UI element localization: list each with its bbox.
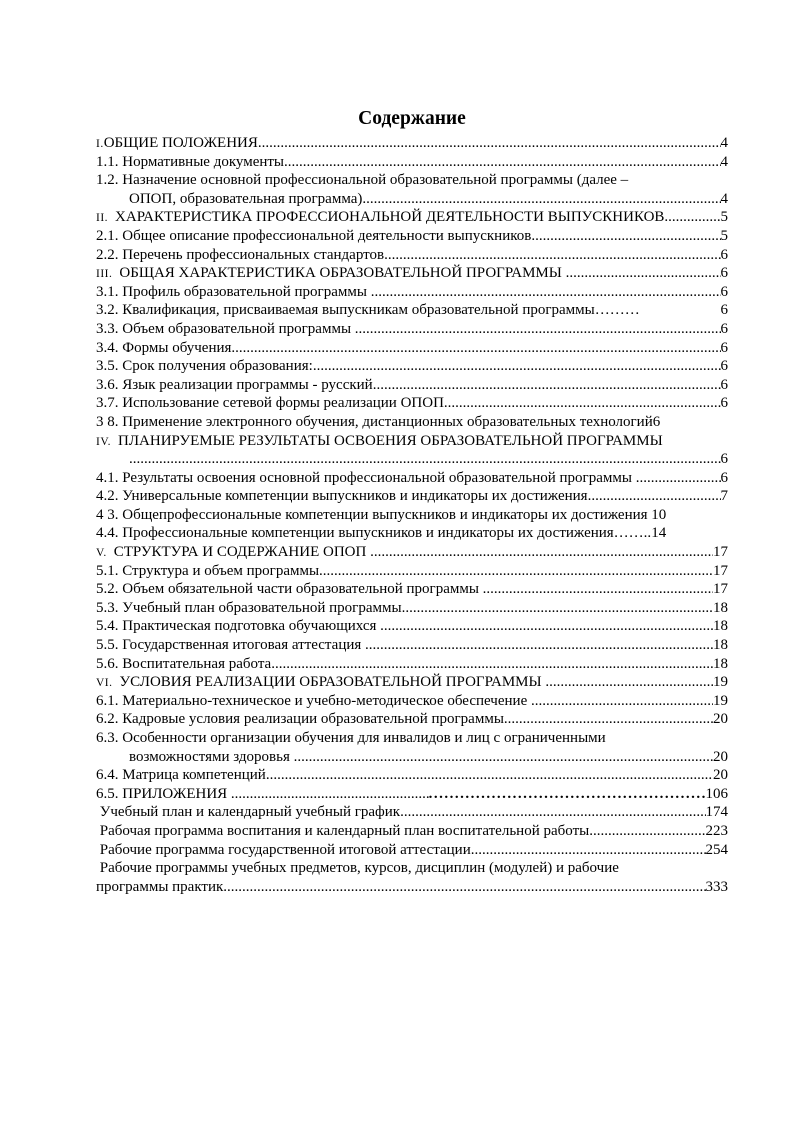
toc-entry-line [96, 432, 728, 451]
toc-page-number: 6 [720, 302, 728, 319]
toc-entry-continuation [96, 450, 728, 469]
toc-page-number: 6 [720, 246, 728, 263]
toc-entry-text: 5.2. Объем обязательной части образовательной программы [96, 581, 483, 598]
toc-page-number: 14 [651, 525, 667, 542]
toc-entry-text: 3.6. Язык реализации программы - русский [96, 376, 373, 393]
toc-page-number: 6 [720, 451, 728, 468]
toc-entry[interactable] [96, 617, 728, 636]
toc-entry[interactable] [96, 506, 728, 525]
toc-entry-line [96, 357, 728, 376]
toc-entry[interactable] [96, 469, 728, 488]
dot-leader [129, 450, 721, 469]
toc-page-number: 6 [720, 358, 728, 375]
toc-entry[interactable] [96, 803, 728, 822]
toc-entry-line [96, 655, 728, 674]
toc-entry-line [96, 264, 728, 283]
toc-entry-text: 5.5. Государственная итоговая аттестация [96, 637, 366, 654]
toc-entry-line [96, 859, 728, 878]
toc-entry-text: 4 3. Общепрофессиональные компетенции выпускников и индикаторы их достижения [96, 506, 652, 523]
toc-page-number: 333 [705, 878, 728, 895]
toc-entry-text: 3.5. Срок получения образования: [96, 358, 313, 375]
toc-entry-text: СТРУКТУРА И СОДЕРЖАНИЕ ОПОП [113, 544, 371, 561]
toc-entry[interactable] [96, 785, 728, 804]
page-title: Содержание [358, 108, 466, 129]
toc-entry-line [96, 766, 728, 785]
dot-leader [545, 673, 713, 692]
toc-entry-line [96, 134, 728, 153]
toc-entry[interactable] [96, 413, 728, 432]
toc-entry-text: 2.1. Общее описание профессиональной деятельности выпускников [96, 227, 532, 244]
toc-entry[interactable] [96, 729, 728, 766]
dot-leader [400, 803, 705, 822]
dot-leader [588, 487, 721, 506]
toc-entry[interactable] [96, 394, 728, 413]
dot-leader [294, 748, 713, 767]
toc-entry-text: Рабочая программа воспитания и календарный план воспитательной работы [96, 822, 590, 839]
toc-entry[interactable] [96, 432, 728, 469]
toc-entry-text: 3.7. Использование сетевой формы реализации ОПОП [96, 395, 444, 412]
toc-entry-text: 5.1. Структура и объем программы [96, 562, 320, 579]
dot-leader [362, 190, 720, 209]
toc-entry-line [96, 785, 728, 804]
toc-entry-text: 3.3. Объем образовательной программы [96, 320, 355, 337]
toc-entry-text: УСЛОВИЯ РЕАЛИЗАЦИИ ОБРАЗОВАТЕЛЬНОЙ ПРОГРАММЫ [119, 674, 546, 691]
table-of-contents [96, 134, 728, 896]
toc-entry[interactable] [96, 710, 728, 729]
toc-entry-line [96, 339, 728, 358]
toc-roman-numeral: I. [96, 138, 104, 150]
dot-leader [471, 841, 706, 860]
dot-leader [266, 766, 713, 785]
toc-entry[interactable] [96, 283, 728, 302]
toc-entry[interactable] [96, 264, 728, 283]
dot-leader [531, 692, 713, 711]
toc-entry-text: 4.2. Универсальные компетенции выпускников и индикаторы их достижения [96, 488, 588, 505]
toc-page-number: 20 [713, 748, 728, 765]
toc-entry-line [96, 524, 728, 543]
toc-entry[interactable] [96, 766, 728, 785]
toc-entry-line [96, 729, 728, 748]
toc-entry[interactable] [96, 487, 728, 506]
dot-leader [231, 785, 429, 804]
toc-entry-text: 5.6. Воспитательная работа [96, 655, 272, 672]
dot-leader [384, 246, 720, 265]
toc-entry[interactable] [96, 692, 728, 711]
toc-roman-numeral: V. [96, 547, 107, 560]
toc-entry[interactable] [96, 636, 728, 655]
toc-page-number: 19 [713, 674, 728, 691]
toc-page-number: 17 [713, 562, 728, 579]
toc-entry-line [96, 413, 728, 432]
toc-entry-text: 6.2. Кадровые условия реализации образовательной программы [96, 711, 504, 728]
toc-page-number: 20 [713, 711, 728, 728]
toc-entry[interactable] [96, 357, 728, 376]
toc-entry-text: 5.3. Учебный план образовательной программы [96, 599, 402, 616]
toc-entry[interactable] [96, 153, 728, 172]
toc-entry-line [96, 394, 728, 413]
toc-page-number: 223 [705, 822, 728, 839]
toc-page-number: 7 [720, 488, 728, 505]
toc-entry[interactable] [96, 841, 728, 860]
toc-entry-text: 3 8. Применение электронного обучения, дистанционных образовательных технологий [96, 413, 653, 430]
toc-entry-text: 3.4. Формы обучения [96, 339, 232, 356]
toc-entry[interactable] [96, 376, 728, 395]
toc-roman-numeral: VI. [96, 677, 113, 690]
toc-page-number: 18 [713, 637, 728, 654]
toc-entry[interactable] [96, 655, 728, 674]
toc-entry-line [96, 543, 728, 562]
dot-leader [444, 394, 721, 413]
toc-entry-text: 6.4. Матрица компетенций [96, 767, 266, 784]
dot-leader [531, 227, 720, 246]
toc-entry-line [96, 153, 728, 172]
toc-page-number: 6 [720, 265, 728, 282]
toc-page-number: 6 [720, 320, 728, 337]
toc-page-number: 6 [720, 469, 728, 486]
toc-entry[interactable] [96, 339, 728, 358]
toc-entry-text: 3.2. Квалификация, присваиваемая выпускникам образовательной программы……… [96, 302, 640, 319]
dot-leader [636, 469, 721, 488]
toc-page-number: 6 [720, 339, 728, 356]
toc-page-number: 6 [720, 283, 728, 300]
toc-entry-line [96, 227, 728, 246]
dot-leader [223, 878, 705, 897]
toc-page-number: 17 [713, 581, 728, 598]
toc-entry-line [96, 283, 728, 302]
toc-page-number: 106 [705, 785, 728, 802]
toc-entry-continuation [96, 748, 728, 767]
toc-entry[interactable] [96, 524, 728, 543]
toc-entry-line [96, 320, 728, 339]
toc-page-number: 18 [713, 618, 728, 635]
dot-leader [370, 543, 713, 562]
toc-page-number: 18 [713, 655, 728, 672]
dot-leader [258, 134, 721, 153]
toc-entry[interactable] [96, 543, 728, 562]
toc-page-number: 4 [720, 190, 728, 207]
toc-entry[interactable] [96, 599, 728, 618]
dot-leader [402, 599, 713, 618]
dot-leader [373, 376, 721, 395]
dot-leader [589, 822, 705, 841]
toc-page-number: 17 [713, 544, 728, 561]
toc-entry-line [96, 692, 728, 711]
toc-entry-line [96, 562, 728, 581]
toc-entry-text: 1.2. Назначение основной профессиональной образовательной программы (далее – [96, 172, 629, 189]
dot-leader [566, 264, 721, 283]
toc-entry-text: 1.1. Нормативные документы [96, 153, 285, 170]
toc-entry-line [96, 617, 728, 636]
dot-leader [284, 153, 720, 172]
toc-entry[interactable] [96, 171, 728, 208]
toc-entry-line [96, 469, 728, 488]
toc-page-number: 19 [713, 692, 728, 709]
toc-entry[interactable] [96, 227, 728, 246]
toc-page-number: 5 [720, 227, 728, 244]
toc-entry[interactable] [96, 562, 728, 581]
toc-page-number: 174 [705, 804, 728, 821]
toc-entry-line [96, 822, 728, 841]
toc-roman-numeral: III. [96, 268, 113, 281]
toc-entry-line [96, 487, 728, 506]
toc-page-number: 20 [713, 767, 728, 784]
toc-entry-text: Рабочие программы учебных предметов, курсов, дисциплин (модулей) и рабочие [96, 860, 619, 877]
dot-leader [313, 357, 721, 376]
dot-leader [231, 339, 720, 358]
toc-entry-line [96, 301, 728, 320]
toc-entry[interactable] [96, 673, 728, 692]
toc-entry-line [96, 580, 728, 599]
toc-entry-text: 6.5. ПРИЛОЖЕНИЯ [96, 785, 231, 802]
toc-entry-text: ОБЩИЕ ПОЛОЖЕНИЯ [103, 135, 258, 151]
toc-roman-numeral: IV. [96, 435, 112, 448]
dot-leader [319, 562, 713, 581]
toc-entry-text: программы практик [96, 878, 224, 895]
toc-entry-line [96, 841, 728, 860]
dot-leader [664, 208, 720, 227]
toc-roman-numeral: II. [96, 212, 109, 225]
toc-entry-text: ОБЩАЯ ХАРАКТЕРИСТИКА ОБРАЗОВАТЕЛЬНОЙ ПРОГРАММЫ [119, 265, 566, 282]
toc-entry-text: 4.4. Профессиональные компетенции выпускников и индикаторы их достижения…….. [96, 525, 652, 542]
dot-leader [380, 617, 713, 636]
toc-entry-text: ОПОП, образовательная программа) [129, 190, 363, 207]
toc-entry-line [96, 710, 728, 729]
toc-entry-text: 6.1. Материально-техническое и учебно-методическое обеспечение [96, 692, 531, 709]
toc-entry-line [96, 376, 728, 395]
toc-entry-text: 5.4. Практическая подготовка обучающихся [96, 618, 381, 635]
toc-entry-line [96, 506, 728, 525]
toc-entry-text: 2.2. Перечень профессиональных стандартов [96, 246, 385, 263]
dot-leader-bold [429, 785, 706, 804]
toc-entry-text: ПЛАНИРУЕМЫЕ РЕЗУЛЬТАТЫ ОСВОЕНИЯ ОБРАЗОВАТЕЛЬНОЙ ПРОГРАММЫ [118, 432, 663, 449]
toc-entry-text: Учебный план и календарный учебный график [96, 804, 401, 821]
dot-leader [371, 283, 721, 302]
toc-entry[interactable] [96, 859, 728, 896]
toc-page-number: 10 [651, 506, 667, 523]
toc-entry-text: ХАРАКТЕРИСТИКА ПРОФЕССИОНАЛЬНОЙ ДЕЯТЕЛЬНОСТИ ВЫПУСКНИКОВ [115, 209, 665, 226]
toc-page-number: 6 [720, 376, 728, 393]
toc-entry-line [96, 803, 728, 822]
toc-page-number: 18 [713, 599, 728, 616]
toc-entry-text: 3.1. Профиль образовательной программы [96, 283, 371, 300]
toc-entry-line [96, 599, 728, 618]
toc-page-number: 6 [652, 413, 661, 430]
toc-entry-continuation [96, 878, 728, 897]
toc-page-number: 5 [720, 209, 728, 226]
toc-entry-text: 6.3. Особенности организации обучения для инвалидов и лиц с ограниченными [96, 730, 606, 746]
dot-leader [355, 320, 721, 339]
toc-entry-continuation [96, 190, 728, 209]
toc-entry[interactable] [96, 246, 728, 265]
toc-entry[interactable] [96, 134, 728, 153]
toc-entry-line [96, 171, 728, 190]
toc-entry-line [96, 636, 728, 655]
toc-entry[interactable] [96, 320, 728, 339]
dot-leader [365, 636, 713, 655]
toc-entry-text: 4.1. Результаты освоения основной профессиональной образовательной программы [96, 469, 636, 486]
toc-entry[interactable] [96, 822, 728, 841]
toc-entry-line [96, 246, 728, 265]
toc-page-number: 4 [720, 135, 728, 151]
toc-page-number: 6 [720, 395, 728, 412]
toc-entry[interactable] [96, 208, 728, 227]
toc-entry-text: возможностями здоровья [129, 748, 294, 765]
toc-entry-line [96, 673, 728, 692]
dot-leader [504, 710, 713, 729]
dot-leader [271, 655, 713, 674]
toc-entry-text: Рабочие программа государственной итоговой аттестации [96, 841, 471, 858]
dot-leader [483, 580, 713, 599]
toc-page-number: 4 [720, 153, 728, 170]
toc-entry[interactable] [96, 301, 728, 320]
toc-entry-line [96, 208, 728, 227]
toc-page-number: 254 [705, 841, 728, 858]
toc-entry[interactable] [96, 580, 728, 599]
